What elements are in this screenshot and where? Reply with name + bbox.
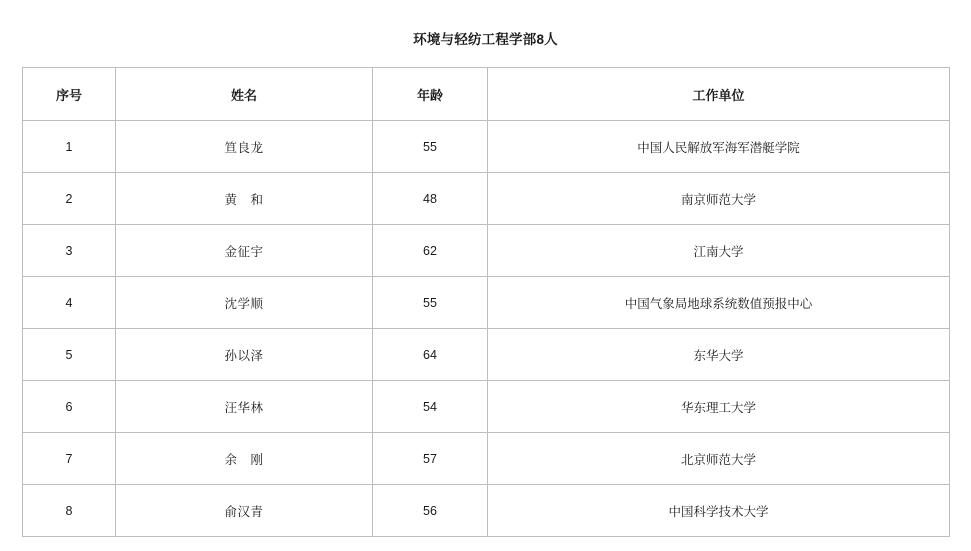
cell-age: 64 (373, 329, 488, 381)
table-row (23, 225, 950, 277)
cell-organization: 北京师范大学 (488, 433, 950, 485)
cell-index: 4 (23, 277, 116, 329)
roster-table (22, 67, 950, 537)
cell-index: 5 (23, 329, 116, 381)
table-header-row (23, 68, 950, 121)
cell-index: 8 (23, 485, 116, 537)
cell-organization: 中国科学技术大学 (488, 485, 950, 537)
table-body (23, 121, 950, 537)
cell-age: 48 (373, 173, 488, 225)
cell-name: 黄 和 (116, 173, 373, 225)
cell-index: 6 (23, 381, 116, 433)
cell-organization: 南京师范大学 (488, 173, 950, 225)
cell-organization: 东华大学 (488, 329, 950, 381)
cell-name: 金征宇 (116, 225, 373, 277)
table-row (23, 121, 950, 173)
table-row (23, 277, 950, 329)
table-row (23, 485, 950, 537)
cell-organization: 江南大学 (488, 225, 950, 277)
cell-index: 3 (23, 225, 116, 277)
column-header-index: 序号 (23, 68, 116, 121)
column-header-name: 姓名 (116, 68, 373, 121)
cell-age: 57 (373, 433, 488, 485)
cell-name: 俞汉青 (116, 485, 373, 537)
cell-age: 55 (373, 121, 488, 173)
cell-age: 55 (373, 277, 488, 329)
cell-index: 7 (23, 433, 116, 485)
cell-name: 孙以泽 (116, 329, 373, 381)
table-row (23, 173, 950, 225)
table-row (23, 329, 950, 381)
table-row (23, 381, 950, 433)
column-header-organization: 工作单位 (488, 68, 950, 121)
cell-age: 56 (373, 485, 488, 537)
cell-name: 余 刚 (116, 433, 373, 485)
cell-name: 汪华林 (116, 381, 373, 433)
cell-name: 笪良龙 (116, 121, 373, 173)
table-header (23, 68, 950, 121)
cell-organization: 中国人民解放军海军潜艇学院 (488, 121, 950, 173)
cell-name: 沈学顺 (116, 277, 373, 329)
table-row (23, 433, 950, 485)
column-header-age: 年龄 (373, 68, 488, 121)
cell-index: 1 (23, 121, 116, 173)
cell-age: 62 (373, 225, 488, 277)
cell-index: 2 (23, 173, 116, 225)
roster-table-container (22, 67, 949, 537)
cell-age: 54 (373, 381, 488, 433)
page-title: 环境与轻纺工程学部8人 (413, 32, 558, 47)
cell-organization: 华东理工大学 (488, 381, 950, 433)
cell-organization: 中国气象局地球系统数值预报中心 (488, 277, 950, 329)
